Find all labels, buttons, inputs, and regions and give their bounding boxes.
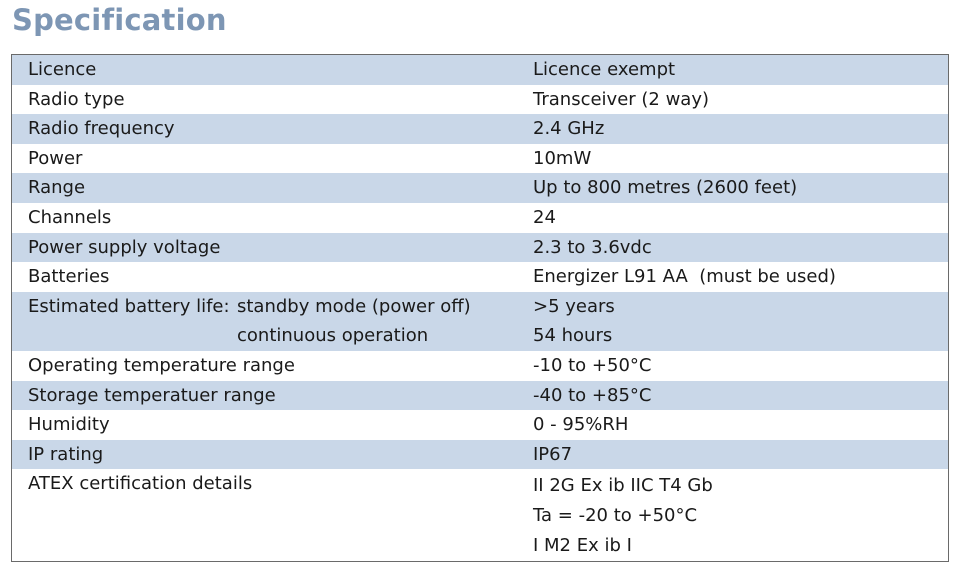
spec-value: Up to 800 metres (2600 feet) — [533, 177, 798, 199]
spec-row-radio-type — [12, 85, 948, 115]
spec-label: Estimated battery life: — [28, 295, 230, 317]
spec-value: -40 to +85°C — [533, 384, 652, 406]
spec-value: 24 — [533, 206, 556, 228]
spec-label: Humidity — [28, 414, 110, 436]
spec-sublabel-standby: standby mode (power off) — [237, 295, 471, 317]
spec-value: >5 years — [533, 295, 615, 317]
spec-value: Licence exempt — [533, 59, 676, 80]
spec-value: 2.3 to 3.6vdc — [533, 236, 652, 258]
spec-row-range — [12, 173, 948, 203]
spec-row-ip-rating — [12, 440, 948, 470]
spec-row-radio-frequency — [12, 114, 948, 144]
spec-row-channels — [12, 203, 948, 233]
spec-value: IP67 — [533, 443, 573, 465]
spec-label: Radio frequency — [28, 118, 175, 140]
spec-row-power-supply-voltage — [12, 233, 948, 263]
spec-value: 2.4 GHz — [533, 118, 605, 140]
spec-label: Storage temperatuer range — [28, 384, 276, 406]
spec-sublabel-continuous: continuous operation — [237, 325, 429, 347]
spec-label: IP rating — [28, 443, 104, 465]
spec-row-battery-life — [12, 292, 948, 351]
specification-table — [11, 54, 949, 562]
spec-row-batteries — [12, 262, 948, 292]
spec-row-operating-temperature — [12, 351, 948, 381]
spec-label: Power supply voltage — [28, 236, 221, 258]
spec-value: I M2 Ex ib I — [533, 534, 632, 556]
spec-value: II 2G Ex ib IIC T4 Gb — [533, 475, 713, 497]
spec-value: Ta = -20 to +50°C — [533, 504, 698, 526]
spec-label: Batteries — [28, 266, 110, 288]
spec-value: Transceiver (2 way) — [533, 88, 710, 110]
spec-label: ATEX certification details — [28, 473, 253, 495]
spec-value: 10mW — [533, 147, 592, 169]
page-title: Specification — [12, 3, 227, 37]
spec-label: Operating temperature range — [28, 354, 295, 376]
spec-value: 54 hours — [533, 325, 613, 347]
spec-value: Energizer L91 AA (must be used) — [533, 266, 836, 288]
spec-row-power — [12, 144, 948, 174]
spec-label: Licence — [28, 59, 97, 80]
spec-row-humidity — [12, 410, 948, 440]
spec-row-licence — [12, 55, 948, 85]
spec-value: -10 to +50°C — [533, 354, 652, 376]
spec-row-storage-temperature — [12, 381, 948, 411]
spec-label: Radio type — [28, 88, 125, 110]
spec-row-atex-certification — [12, 469, 948, 561]
spec-label: Power — [28, 147, 83, 169]
spec-value: 0 - 95%RH — [533, 414, 629, 436]
spec-label: Channels — [28, 206, 112, 228]
spec-label: Range — [28, 177, 86, 199]
